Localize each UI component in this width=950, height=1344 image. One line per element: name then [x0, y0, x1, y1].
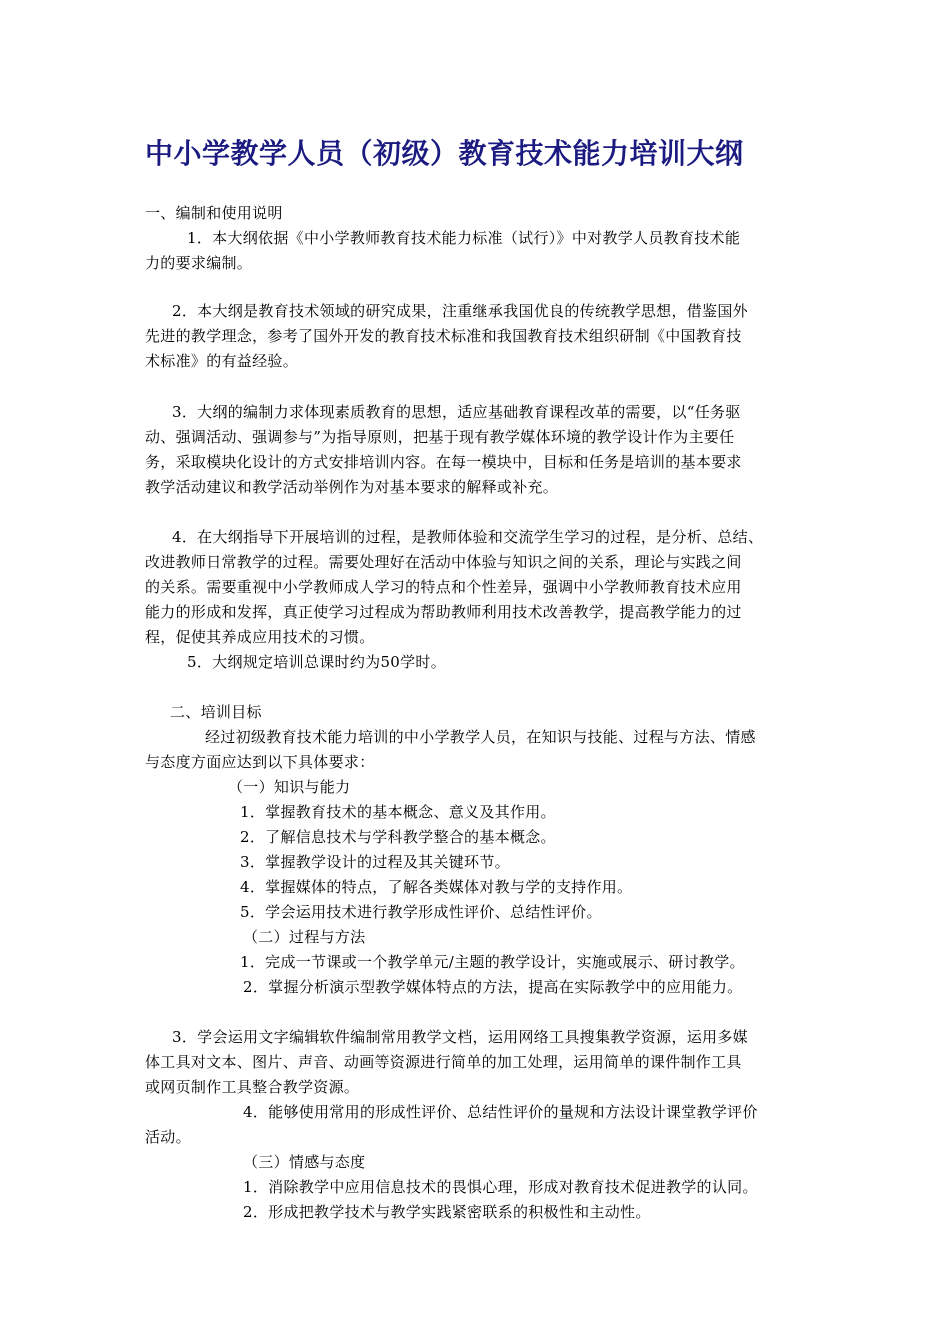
paragraph-line: 活动。 — [145, 1128, 191, 1146]
list-item: 1．消除教学中应用信息技术的畏惧心理，形成对教育技术促进教学的认同。 — [243, 1178, 758, 1196]
list-item: 2．了解信息技术与学科教学整合的基本概念。 — [240, 828, 556, 846]
paragraph-line: 体工具对文本、图片、声音、动画等资源进行简单的加工处理，运用简单的课件制作工具 — [145, 1053, 742, 1071]
subsection-heading: （二）过程与方法 — [243, 928, 366, 946]
paragraph-line: 或网页制作工具整合教学资源。 — [145, 1078, 360, 1096]
list-item: 2．掌握分析演示型教学媒体特点的方法，提高在实际教学中的应用能力。 — [243, 978, 743, 996]
section-heading: 二、培训目标 — [170, 703, 262, 721]
paragraph-line: 3．大纲的编制力求体现素质教育的思想，适应基础教育课程改革的需要，以“任务驱 — [172, 403, 741, 421]
paragraph-line: 4．在大纲指导下开展培训的过程，是教师体验和交流学生学习的过程，是分析、总结、 — [172, 528, 764, 546]
paragraph-line: 先进的教学理念，参考了国外开发的教育技术标准和我国教育技术组织研制《中国教育技 — [145, 327, 742, 345]
paragraph-line: 5．大纲规定培训总课时约为50学时。 — [187, 653, 447, 671]
list-item: 1．掌握教育技术的基本概念、意义及其作用。 — [240, 803, 556, 821]
section-heading: 一、编制和使用说明 — [145, 204, 283, 222]
list-item: 2．形成把教学技术与教学实践紧密联系的积极性和主动性。 — [243, 1203, 651, 1221]
paragraph-line: 的关系。需要重视中小学教师成人学习的特点和个性差异，强调中小学教师教育技术应用 — [145, 578, 742, 596]
paragraph-line: 与态度方面应达到以下具体要求： — [145, 753, 375, 771]
list-item: 5．学会运用技术进行教学形成性评价、总结性评价。 — [240, 903, 602, 921]
paragraph-line: 能力的形成和发挥，真正使学习过程成为帮助教师利用技术改善教学，提高教学能力的过 — [145, 603, 742, 621]
list-item: 4．掌握媒体的特点，了解各类媒体对教与学的支持作用。 — [240, 878, 633, 896]
document-title: 中小学教学人员（初级）教育技术能力培训大纲 — [145, 137, 744, 170]
subsection-heading: （一）知识与能力 — [228, 778, 351, 796]
paragraph-line: 程，促使其养成应用技术的习惯。 — [145, 628, 375, 646]
paragraph-line: 力的要求编制。 — [145, 254, 253, 272]
paragraph-line: 2．本大纲是教育技术领域的研究成果，注重继承我国优良的传统教学思想，借鉴国外 — [172, 302, 748, 320]
paragraph-line: 动、强调活动、强调参与”为指导原则，把基于现有教学媒体环境的教学设计作为主要任 — [145, 428, 735, 446]
paragraph-line: 1．本大纲依据《中小学教师教育技术能力标准（试行）》中对教学人员教育技术能 — [187, 229, 741, 247]
list-item: 4．能够使用常用的形成性评价、总结性评价的量规和方法设计课堂教学评价 — [243, 1103, 758, 1121]
paragraph-line: 3．学会运用文字编辑软件编制常用教学文档，运用网络工具搜集教学资源，运用多媒 — [172, 1028, 748, 1046]
paragraph-line: 务，采取模块化设计的方式安排培训内容。在每一模块中，目标和任务是培训的基本要求 — [145, 453, 742, 471]
list-item: 3．掌握教学设计的过程及其关键环节。 — [240, 853, 510, 871]
paragraph-line: 改进教师日常教学的过程。需要处理好在活动中体验与知识之间的关系，理论与实践之间 — [145, 553, 742, 571]
paragraph-line: 术标准》的有益经验。 — [145, 352, 299, 370]
subsection-heading: （三）情感与态度 — [243, 1153, 366, 1171]
list-item: 1．完成一节课或一个教学单元/主题的教学设计，实施或展示、研讨教学。 — [240, 953, 745, 971]
paragraph-line: 经过初级教育技术能力培训的中小学教学人员，在知识与技能、过程与方法、情感 — [205, 728, 756, 746]
paragraph-line: 教学活动建议和教学活动举例作为对基本要求的解释或补充。 — [145, 478, 559, 496]
